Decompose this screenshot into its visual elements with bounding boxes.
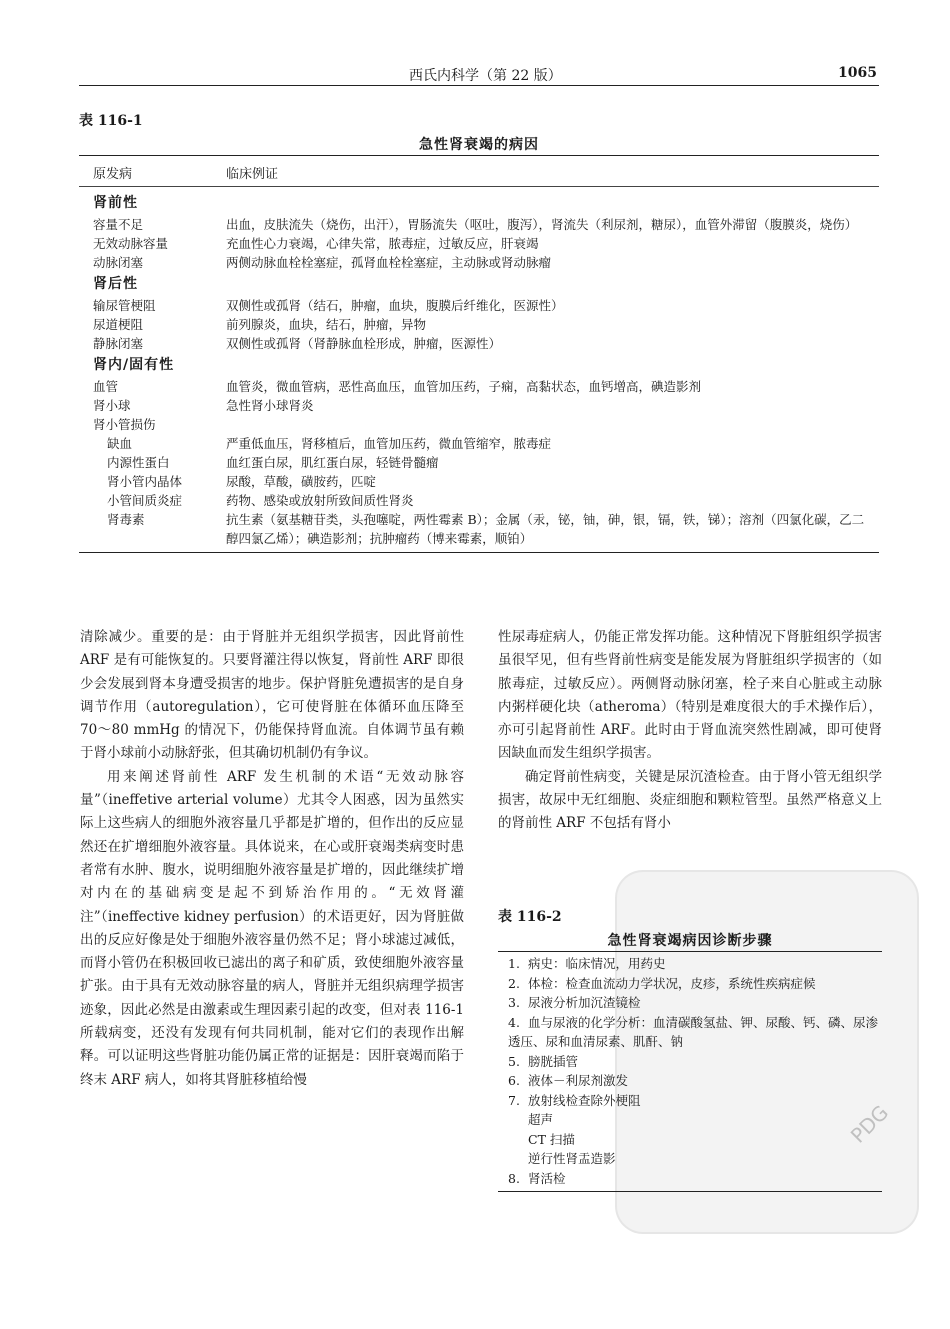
- table1-row: [79, 415, 879, 434]
- table1-examples: 药物、感染或放射所致间质性肾炎: [226, 493, 414, 508]
- table2-step: [498, 974, 882, 994]
- table2-step-number: 6.: [508, 1073, 520, 1088]
- body-paragraph: 性尿毒症病人，仍能正常发挥功能。这种情况下肾脏组织学损害虽很罕见，但有些肾前性病变是能发展为肾脏组织学损害的（如脓毒症，过敏反应）。两侧肾动脉闭塞，栓子来自心脏或主动脉内粥样硬化块（atheroma）（特别是难度很大的手术操作后），亦可引起肾前性 ARF。此时由于肾血流突然性剧减，即可使肾因缺血而发生组织学损害。: [498, 629, 882, 762]
- table2-step: [498, 1110, 882, 1130]
- table1-row: [79, 234, 879, 253]
- left-column-text: [80, 626, 464, 1092]
- table1-row: [79, 334, 879, 353]
- table1-cause: 血管: [93, 379, 119, 394]
- table1-section-title: 肾前性: [93, 195, 138, 211]
- body-paragraph: 清除减少。重要的是：由于肾脏并无组织学损害，因此肾前性 ARF 是有可能恢复的。只要肾灌注得以恢复，肾前性 ARF 即很少会发展到肾本身遭受损害的地步。保护肾脏免遭损害的是自身调节作用（autoregulation），它可使肾脏在体循环血压降至 70～80 mmHg 的情况下，仍能保持肾血流。自体调节虽有赖于肾小球前小动脉舒张，但其确切机制仍有争议。: [80, 629, 464, 762]
- table1-row: [79, 396, 879, 415]
- table2-step: [498, 1169, 882, 1189]
- table1-examples: 血管炎，微血管病，恶性高血压，血管加压药，子痫，高黏状态，血钙增高，碘造影剂: [226, 379, 702, 394]
- table2-step-text: 膀胱插管: [528, 1053, 579, 1069]
- table1-caption: 急性肾衰竭的病因: [419, 137, 539, 153]
- table2-label: 表 116-2: [498, 909, 562, 925]
- table1-cause: 肾小管内晶体: [107, 474, 183, 489]
- table1-cause: 无效动脉容量: [93, 236, 169, 251]
- table1-cause: 内源性蛋白: [107, 455, 170, 470]
- table2-step: [498, 1013, 882, 1052]
- table2-step-number: 2.: [508, 975, 520, 991]
- table1-row: [79, 472, 879, 491]
- table1-cause: 小管间质炎症: [107, 493, 183, 508]
- table1-examples: 前列腺炎，血块，结石，肿瘤，异物: [226, 317, 427, 332]
- table2-step-text: 血与尿液的化学分析：血清碳酸氢盐、钾、尿酸、钙、磷、尿渗透压、尿和血清尿素、肌酐、钠: [508, 1014, 879, 1049]
- table2-step-number: 3.: [508, 995, 520, 1010]
- table1-row: [79, 315, 879, 334]
- table2-step: [498, 993, 882, 1013]
- right-column-text: [498, 626, 882, 836]
- body-paragraph: 确定肾前性病变，关键是尿沉渣检查。由于肾小管无组织学损害，故尿中无红细胞、炎症细胞和颗粒管型。虽然严格意义上的肾前性 ARF 不包括有肾小: [498, 768, 882, 832]
- table2: [498, 951, 882, 1192]
- table1-section-title: 肾内/固有性: [93, 357, 175, 373]
- table1-row: [79, 253, 879, 272]
- table1-examples: 急性肾小球肾炎: [226, 398, 314, 413]
- table2-step-text: CT 扫描: [528, 1131, 575, 1147]
- table2-step-text: 病史：临床情况，用药史: [528, 956, 666, 971]
- table1-cause: 输尿管梗阻: [93, 298, 156, 313]
- table2-step: [498, 1071, 882, 1091]
- table2-step: [498, 954, 882, 974]
- table1-row: [79, 377, 879, 396]
- table1-examples: 出血，皮肤流失（烧伤，出汗），胃肠流失（呕吐，腹泻），肾流失（利尿剂，糖尿），血管外滞留（腹膜炎，烧伤）: [226, 217, 858, 232]
- table1-examples: 双侧性或孤肾（肾静脉血栓形成，肿瘤，医源性）: [226, 336, 502, 351]
- table2-step: [498, 1052, 882, 1072]
- body-paragraph: 用来阐述肾前性 ARF 发生机制的术语“无效动脉容量”（ineffetive arterial volume）尤其令人困惑，因为虽然实际上这些病人的细胞外液容量几乎都是扩增的，但作出的反应显然还在扩增细胞外液容量。具体说来，在心或肝衰竭类病变时患者常有水肿、腹水，说明细胞外液容量是扩增的，因此继续扩增对内在的基础病变是起不到矫治作用的。“无效肾灌注”（ineffective kidney perfusion）的术语更好，因为肾脏做出的反应好像是处于细胞外液容量仍然不足；肾小球滤过减低，而肾小管仍在积极回收已滤出的离子和矿质，致使细胞外液容量扩张。由于具有无效动脉容量的病人，肾脏并无组织病理学损害迹象，因此必然是由激素或生理因素引起的改变，但对表 116-1 所载病变，还没有发现有何共同机制，能对它们的表现作出解释。可以证明这些肾脏功能仍属正常的证据是：因肝衰竭而陷于终末 ARF 病人，如将其肾脏移植给慢: [80, 768, 464, 1088]
- table2-step-text: 肾活检: [528, 1170, 566, 1186]
- table1-row: [79, 434, 879, 453]
- running-header: [79, 63, 879, 86]
- table1-cause: 肾小球: [93, 398, 131, 413]
- table1-cause: 尿道梗阻: [93, 317, 144, 332]
- table1-cause: 肾小管损伤: [93, 417, 156, 432]
- table1-cause: 容量不足: [93, 217, 144, 232]
- table1-examples: 两侧动脉血栓栓塞症，孤肾血栓栓塞症，主动脉或肾动脉瘤: [226, 255, 552, 270]
- table1-body: [79, 187, 879, 552]
- table2-step-number: 1.: [508, 956, 520, 971]
- table2-step-text: 尿液分析加沉渣镜检: [528, 995, 641, 1010]
- table1-examples: 抗生素（氨基糖苷类，头孢噻啶，两性霉素 B）；金属（汞，铋，铀，砷，银，镉，铁，锑）；溶剂（四氯化碳，乙二醇四氯乙烯）；碘造影剂；抗肿瘤药（博来霉素，顺铂）: [226, 512, 865, 546]
- table1-col1-header: 原发病: [93, 167, 133, 182]
- table1-examples: 双侧性或孤肾（结石，肿瘤，血块，腹膜后纤维化，医源性）: [226, 298, 564, 313]
- table1-examples: 血红蛋白尿，肌红蛋白尿，轻链骨髓瘤: [226, 455, 439, 470]
- table2-step-text: 逆行性肾盂造影: [528, 1151, 616, 1166]
- table2-step: [498, 1149, 882, 1169]
- table1-examples: 严重低血压，肾移植后，血管加压药，微血管缩窄，脓毒症: [226, 436, 552, 451]
- page-number: 1065: [838, 65, 877, 81]
- table2-step-number: 7.: [508, 1092, 520, 1108]
- table1-cause: 静脉闭塞: [93, 336, 144, 351]
- table1-header-row: [79, 156, 879, 187]
- table1-examples: 尿酸，草酸，磺胺药，匹啶: [226, 474, 377, 489]
- table2-step-text: 体检：检查血流动力学状况，皮疹，系统性疾病症候: [528, 975, 816, 991]
- table1-examples: 充血性心力衰竭，心律失常，脓毒症，过敏反应，肝衰竭: [226, 236, 539, 251]
- table2-step-text: 液体－利尿剂激发: [528, 1073, 629, 1088]
- table1-cause: 缺血: [107, 436, 133, 451]
- table2-step-number: 4.: [508, 1014, 520, 1030]
- table1-section-title: 肾后性: [93, 276, 138, 292]
- table1-cause: 肾毒素: [107, 512, 145, 527]
- book-title: 西氏内科学（第 22 版）: [409, 68, 562, 84]
- table2-step-number: 5.: [508, 1053, 520, 1069]
- table1-examples: [226, 415, 874, 434]
- table1-col2-header: 临床例证: [226, 167, 279, 182]
- table2-step: [498, 1091, 882, 1111]
- table1-row: [79, 491, 879, 510]
- table1: [79, 155, 879, 553]
- table1-label: 表 116-1: [79, 113, 143, 129]
- watermark-text: PDG: [845, 1100, 894, 1148]
- table2-step-text: 放射线检查除外梗阻: [528, 1092, 641, 1108]
- table2-caption: 急性肾衰竭病因诊断步骤: [607, 933, 773, 949]
- table2-step-text: 超声: [528, 1112, 554, 1127]
- table1-cause: 动脉闭塞: [93, 255, 144, 270]
- table1-row: [79, 453, 879, 472]
- table1-row: [79, 215, 879, 234]
- table1-row: [79, 296, 879, 315]
- table2-step-number: 8.: [508, 1170, 520, 1186]
- table1-row: [79, 510, 879, 548]
- table2-step: [498, 1130, 882, 1150]
